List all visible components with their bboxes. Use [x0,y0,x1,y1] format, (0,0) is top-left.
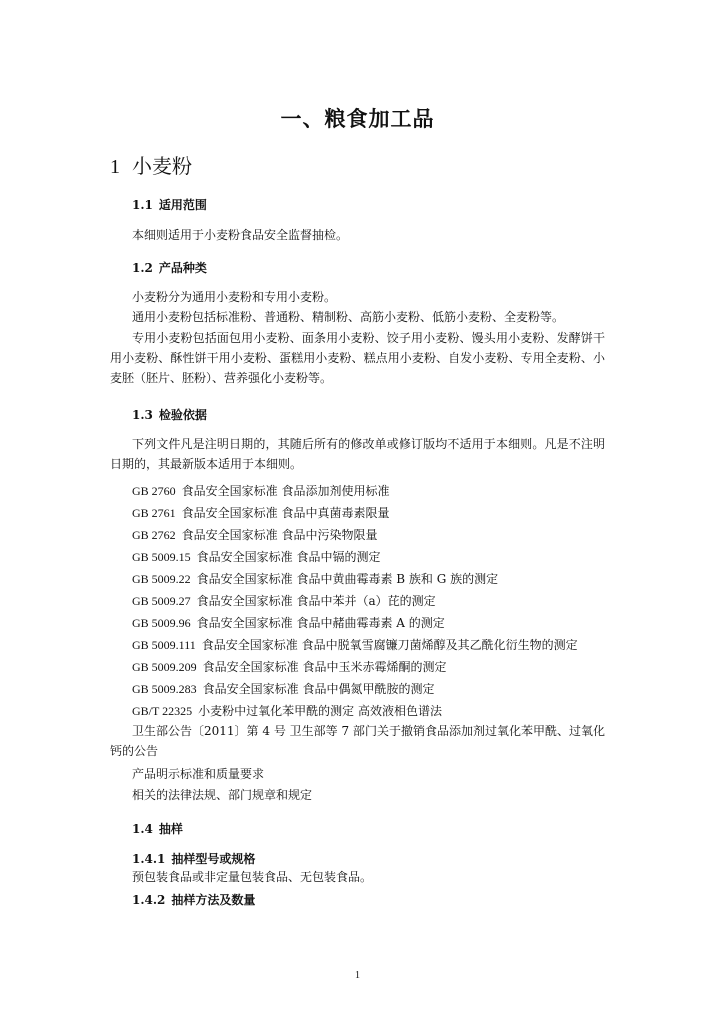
heading-number: 1.2 [132,261,153,275]
heading-number: 1.1 [132,198,153,212]
reference-code: GB 5009.15 [132,550,191,564]
reference-item [132,636,578,653]
reference-code: GB 2762 [132,528,176,542]
heading-title: 适用范围 [158,198,207,212]
reference-item [132,548,381,565]
chapter-title: 一、粮食加工品 [280,106,435,131]
reference-text: 食品安全国家标准 食品中脱氧雪腐镰刀菌烯醇及其乙酰化衍生物的测定 [201,638,578,652]
reference-text: 食品安全国家标准 食品中赭曲霉毒素 A 的测定 [196,616,445,630]
reference-code: GB 5009.111 [132,638,196,652]
heading-number: 1.4.2 [132,893,166,907]
heading-number: 1.4.1 [132,852,166,866]
reference-item [132,658,447,675]
heading-number: 1.4 [132,822,153,836]
reference-item [132,592,436,609]
section-title: 小麦粉 [132,154,192,178]
reference-item [132,702,442,719]
reference-code: GB 5009.27 [132,594,191,608]
heading-1-4-2 [132,891,255,908]
reference-item [132,570,498,587]
heading-title: 产品种类 [158,261,207,275]
basis-intro: 下列文件凡是注明日期的，其随后所有的修改单或修订版均不适用于本细则。凡是不注明日期的，其最新版本适用于本细则。 [110,437,605,471]
sampling-spec-text: 预包装食品或非定量包装食品、无包装食品。 [132,870,373,884]
heading-1-1 [132,196,207,213]
category-paragraph-1: 小麦粉分为通用小麦粉和专用小麦粉。 [132,290,337,304]
reference-item [132,680,435,697]
reference-code: GB 5009.96 [132,616,191,630]
reference-text: 食品安全国家标准 食品中偶氮甲酰胺的测定 [202,682,435,696]
section-number: 1 [110,156,120,178]
heading-1-3 [132,406,207,423]
heading-1-2 [132,259,207,276]
heading-1-4 [132,820,183,837]
basis-extra-1: 产品明示标准和质量要求 [132,767,265,781]
heading-title: 检验依据 [158,408,207,422]
category-paragraph-3: 专用小麦粉包括面包用小麦粉、面条用小麦粉、饺子用小麦粉、馒头用小麦粉、发酵饼干用小麦粉、酥性饼干用小麦粉、蛋糕用小麦粉、糕点用小麦粉、自发小麦粉、专用全麦粉、小麦胚（胚片、胚粉）、营养强化小麦粉等。 [110,331,605,385]
reference-text: 食品安全国家标准 食品中黄曲霉毒素 B 族和 G 族的测定 [196,572,499,586]
reference-text: 食品安全国家标准 食品中苯并（a）芘的测定 [196,594,436,608]
heading-title: 抽样型号或规格 [171,852,256,866]
scope-text: 本细则适用于小麦粉食品安全监督抽检。 [132,228,349,242]
basis-extra-2: 相关的法律法规、部门规章和规定 [132,788,313,802]
reference-code: GB 2761 [132,506,176,520]
reference-code: GB 5009.209 [132,660,197,674]
reference-code: GB 5009.283 [132,682,197,696]
reference-code: GB 5009.22 [132,572,191,586]
reference-text: 食品安全国家标准 食品中镉的测定 [196,550,381,564]
reference-text: 食品安全国家标准 食品中真菌毒素限量 [181,506,390,520]
reference-code: GB/T 22325 [132,704,193,718]
reference-text: 食品安全国家标准 食品中污染物限量 [181,528,378,542]
reference-item [132,482,390,499]
reference-text: 小麦粉中过氧化苯甲酰的测定 高效液相色谱法 [198,704,442,718]
reference-text: 食品安全国家标准 食品添加剂使用标准 [181,484,390,498]
reference-item [132,614,445,631]
category-paragraph-2: 通用小麦粉包括标准粉、普通粉、精制粉、高筋小麦粉、低筋小麦粉、全麦粉等。 [132,310,565,324]
heading-number: 1.3 [132,408,153,422]
reference-item [132,504,390,521]
reference-code: GB 2760 [132,484,176,498]
ministry-notice: 卫生部公告〔2011〕第 4 号 卫生部等 7 部门关于撤销食品添加剂过氧化苯甲酰、过氧化钙的公告 [110,724,605,758]
heading-title: 抽样 [158,822,183,836]
heading-1-4-1 [132,850,255,867]
page-number: 1 [355,970,360,981]
heading-title: 抽样方法及数量 [171,893,256,907]
reference-text: 食品安全国家标准 食品中玉米赤霉烯酮的测定 [202,660,447,674]
reference-item [132,526,378,543]
section-heading [110,150,192,179]
